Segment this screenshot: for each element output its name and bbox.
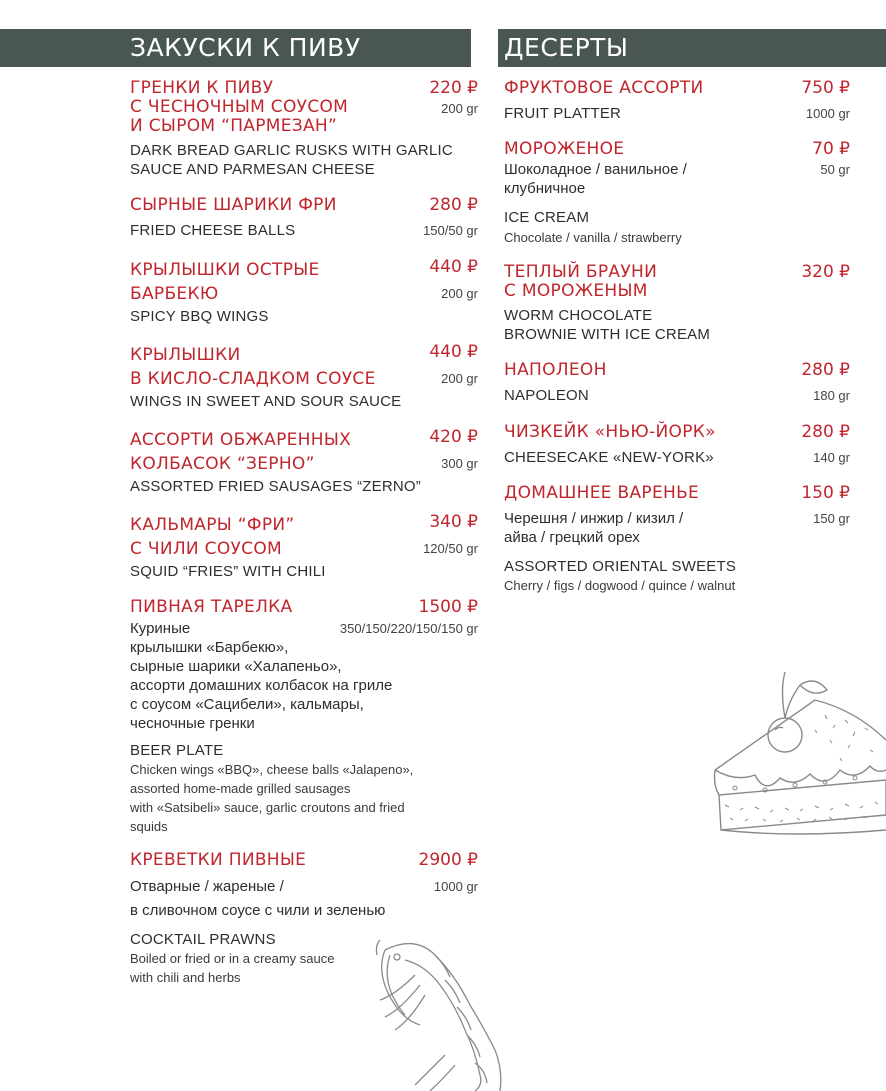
item-russian-description: крылышки «Барбекю», сырные шарики «Халапеньо», ассорти домашних колбасок на гриле с соусом «Сацибели», кальмары, чесночные гренки (130, 639, 393, 732)
item-english-name: CHEESECAKE «NEW-YORK» (504, 449, 714, 466)
item-weight: 150/50 gr (423, 223, 478, 238)
item-name: СЫРНЫЕ ШАРИКИ ФРИ (130, 195, 337, 215)
item-weight: 1000 gr (433, 879, 478, 894)
item-russian-description: Черешня / инжир / кизил / айва / грецкий орех (504, 510, 684, 546)
item-price: 280 ₽ (801, 422, 850, 442)
section-title-desserts: ДЕСЕРТЫ (504, 33, 629, 62)
item-weight: 180 gr (813, 388, 850, 403)
item-weight: 1000 gr (805, 106, 850, 121)
item-english-description: Cherry / figs / dogwood / quince / walnut (504, 578, 736, 593)
item-russian-description: Шоколадное / ванильное / клубничное (504, 161, 687, 197)
shrimp-illustration (375, 935, 515, 1091)
item-price: 280 ₽ (429, 195, 478, 215)
item-price: 150 ₽ (801, 483, 850, 503)
item-price: 440 ₽ (429, 257, 478, 277)
item-russian-description-first-line: Куриные (130, 620, 191, 637)
section-header-snacks (0, 29, 471, 67)
item-price: 1500 ₽ (418, 597, 478, 617)
item-name: КРЫЛЫШКИ ОСТРЫЕ БАРБЕКЮ (130, 260, 320, 304)
item-english-description: Chicken wings «BBQ», cheese balls «Jalapeno», assorted home-made grilled sausages with «Satsibeli» sauce, garlic croutons and fried squids (130, 762, 414, 834)
section-title-snacks: ЗАКУСКИ К ПИВУ (130, 33, 361, 62)
item-price: 220 ₽ (429, 78, 478, 98)
item-russian-description: в сливочном соусе с чили и зеленью (130, 902, 386, 919)
item-price: 280 ₽ (801, 360, 850, 380)
item-english-name: ASSORTED ORIENTAL SWEETS (504, 558, 737, 575)
item-english-name: FRUIT PLATTER (504, 105, 622, 122)
item-english-description: Chocolate / vanilla / strawberry (504, 230, 682, 245)
item-english-name: DARK BREAD GARLIC RUSKS WITH GARLIC SAUCE AND PARMESAN CHEESE (130, 142, 453, 178)
item-name: АССОРТИ ОБЖАРЕННЫХ КОЛБАСОК “ЗЕРНО” (130, 430, 352, 474)
item-name: МОРОЖЕНОЕ (504, 139, 625, 159)
item-weight: 200 gr (441, 286, 478, 301)
item-english-name: COCKTAIL PRAWNS (130, 931, 276, 948)
item-price: 2900 ₽ (418, 850, 478, 870)
item-weight: 300 gr (441, 456, 478, 471)
item-weight: 120/50 gr (423, 541, 478, 556)
item-weight: 200 gr (441, 101, 478, 116)
item-english-name: FRIED CHEESE BALLS (130, 222, 296, 239)
item-english-name: SPICY BBQ WINGS (130, 308, 269, 325)
item-english-name: WORM CHOCOLATE BROWNIE WITH ICE CREAM (504, 307, 711, 343)
item-name: КРЕВЕТКИ ПИВНЫЕ (130, 850, 307, 870)
item-price: 420 ₽ (429, 427, 478, 447)
item-price: 750 ₽ (801, 78, 850, 98)
item-weight: 350/150/220/150/150 gr (339, 621, 478, 636)
item-price: 440 ₽ (429, 342, 478, 362)
item-english-name: WINGS IN SWEET AND SOUR SAUCE (130, 393, 402, 410)
item-name: ЧИЗКЕЙК «НЬЮ-ЙОРК» (504, 422, 716, 442)
item-name: КАЛЬМАРЫ “ФРИ” С ЧИЛИ СОУСОМ (130, 515, 295, 559)
item-name: ГРЕНКИ К ПИВУ С ЧЕСНОЧНЫМ СОУСОМ И СЫРОМ “ПАРМЕЗАН” (130, 78, 349, 136)
item-english-name: NAPOLEON (504, 387, 589, 404)
item-weight: 200 gr (441, 371, 478, 386)
item-name: ФРУКТОВОЕ АССОРТИ (504, 78, 704, 98)
item-price: 320 ₽ (801, 262, 850, 282)
item-price: 340 ₽ (429, 512, 478, 532)
item-weight: 50 gr (820, 162, 850, 177)
item-weight: 150 gr (813, 511, 850, 526)
item-english-name: BEER PLATE (130, 742, 224, 759)
section-header-desserts (498, 29, 886, 67)
item-russian-description-first-line: Отварные / жареные / (130, 878, 284, 895)
item-name: ТЕПЛЫЙ БРАУНИ С МОРОЖЕНЫМ (504, 262, 658, 301)
item-name: НАПОЛЕОН (504, 360, 607, 380)
item-weight: 140 gr (813, 450, 850, 465)
item-price: 70 ₽ (812, 139, 850, 159)
item-name: ПИВНАЯ ТАРЕЛКА (130, 597, 293, 617)
cake-slice-illustration (705, 670, 886, 850)
item-english-name: ICE CREAM (504, 209, 590, 226)
item-english-name: SQUID “FRIES” WITH CHILI (130, 563, 326, 580)
item-english-name: ASSORTED FRIED SAUSAGES “ZERNO” (130, 478, 421, 495)
item-english-description: Boiled or fried or in a creamy sauce with chili and herbs (130, 951, 335, 985)
item-name: КРЫЛЫШКИ В КИСЛО-СЛАДКОМ СОУСЕ (130, 345, 376, 389)
item-name: ДОМАШНЕЕ ВАРЕНЬЕ (504, 483, 700, 503)
